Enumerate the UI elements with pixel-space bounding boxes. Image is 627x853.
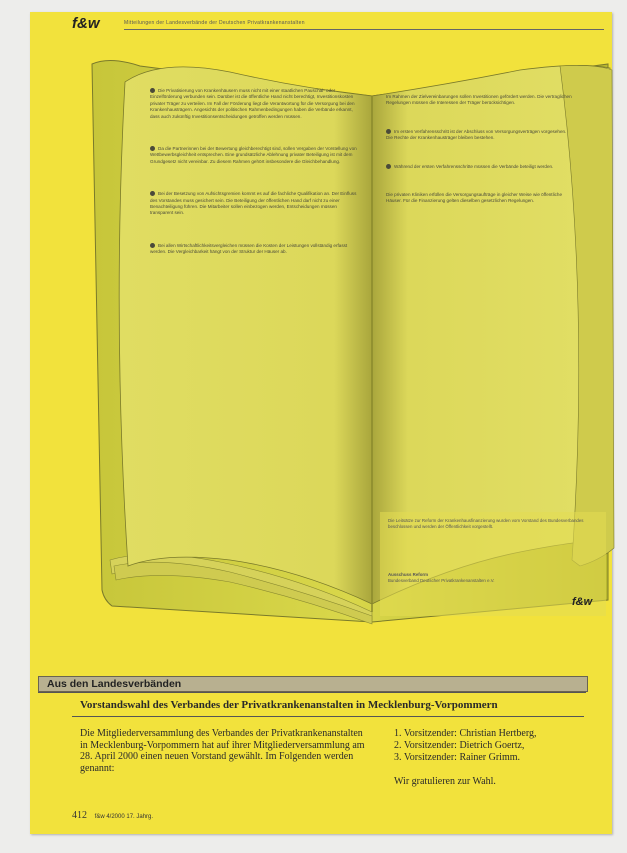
bullet-icon bbox=[386, 164, 391, 169]
bullet-icon bbox=[150, 88, 155, 93]
board-list bbox=[394, 728, 594, 764]
article-headline: Vorstandswahl des Verbandes der Privatkrankenanstalten in Mecklenburg-Vorpommern bbox=[80, 699, 498, 711]
left-paragraph: Bei allen Wirtschaftlichkeitsvergleichen müssen die Kosten der Leistungen vollständig erfasst werden. Die Vergleichbarkeit hängt von der Struktur der Häuser ab. bbox=[150, 242, 348, 255]
bullet-icon bbox=[150, 191, 155, 196]
bullet-icon bbox=[150, 146, 155, 151]
right-paragraph: Im Rahmen der Zielvereinbarungen sollen Investitionen gefördert werden. Die vertraglichen Regelungen müssen die Interessen der Träger berücksichtigen. bbox=[386, 94, 572, 106]
bullet-icon bbox=[150, 243, 155, 248]
left-paragraph: Bei der Besetzung von Aufsichtsgremien kommt es auf die fachliche Qualifikation an. Der Einfluss des Vorstandes muss gesichert sein. Die Beteiligung der öffentlichen Hand darf nicht zu einer Benachteiligung führen. Die Mitarbeiter sollen einbezogen werden, Entscheidungen müssen transparent sein. bbox=[150, 191, 357, 216]
bullet-icon bbox=[386, 129, 391, 134]
reform-note: Die Leitsätze zur Reform der Krankenhausfinanzierung wurden vom Vorstand des Bundesverbandes beschlossen und werden der Öffentlichkeit vorgestellt. bbox=[388, 518, 584, 529]
fw-logo: f&w bbox=[72, 15, 100, 32]
header-line-text: Mitteilungen der Landesverbände der Deutschen Privatkrankenanstalten bbox=[124, 20, 305, 26]
committee-text: Bundesverband Deutscher Privatkrankenanstalten e.V. bbox=[388, 578, 495, 583]
board-member: 2. Vorsitzender: Dietrich Goertz, bbox=[394, 740, 525, 751]
right-paragraph: Im ersten Verfahrensschritt ist der Abschluss von Versorgungsverträgen vorgesehen. Die Rechte der Krankenhausträger bleiben bestehen. bbox=[386, 128, 567, 141]
committee-title: Ausschuss Reform bbox=[388, 572, 429, 577]
section-rule bbox=[38, 692, 586, 693]
book-right-column bbox=[386, 94, 572, 210]
article-body: Die Mitgliederversammlung des Verbandes der Privatkrankenanstalten in Mecklenburg-Vorpommern hat auf ihrer Mitgliederversammlung am 28. April 2000 einen neuen Vorstand gewählt. Im Folgenden werden genannt: bbox=[80, 728, 365, 774]
right-paragraph: Die privaten Kliniken erfüllen die Versorgungsaufträge in gleicher Weise wie öffentliche Häuser. Für die Finanzierung gelten dieselben gesetzlichen Regelungen. bbox=[386, 192, 563, 204]
footer-text: f&w 4/2000 17. Jahrg. bbox=[94, 814, 154, 820]
page-footer bbox=[72, 810, 153, 821]
page-number: 412 bbox=[72, 810, 87, 821]
left-paragraph: Die Privatisierung von Krankenhäusern muss nicht mit einer staatlichen Pauschal- oder Einzelförderung verbunden sein. Darüber ist die öffentliche Hand nicht berechtigt, Investitionskosten privater Träger zu verteilen. Im Fall der Förderung liegt die Verantwortung für die Versorgung bei den Krankenhausträgern. Angesichts der politischen Rahmenbedingungen haben die Verbände erkannt, dass auch zukünftig Investitionsentscheidungen getroffen werden müssen. bbox=[150, 88, 355, 119]
greeting: Wir gratulieren zur Wahl. bbox=[394, 776, 496, 787]
board-member: 1. Vorsitzender: Christian Hertberg, bbox=[394, 728, 537, 739]
board-member: 3. Vorsitzender: Rainer Grimm. bbox=[394, 752, 520, 763]
committee-note bbox=[388, 572, 588, 584]
section-title: Aus den Landesverbänden bbox=[47, 678, 182, 690]
fw-small-logo: f&w bbox=[572, 596, 593, 608]
headline-rule bbox=[72, 716, 584, 717]
section-bar bbox=[38, 676, 588, 692]
left-paragraph: Da die Partnerinnen bei der Bewertung gleichberechtigt sind, sollen Vergaben der Vorstellung von Wettbewerbsgleichheit entsprechen. Eine grundsätzliche Ablehnung privater Beteiligung ist mit dem Grundgesetz nicht vereinbar. Zu diesem Rahmen gehört insbesondere die Gleichbehandlung. bbox=[150, 146, 357, 164]
book-left-column bbox=[150, 88, 358, 261]
right-paragraph: Während der ersten Verfahrensschritte müssen die Verbände beteiligt werden. bbox=[386, 164, 572, 170]
